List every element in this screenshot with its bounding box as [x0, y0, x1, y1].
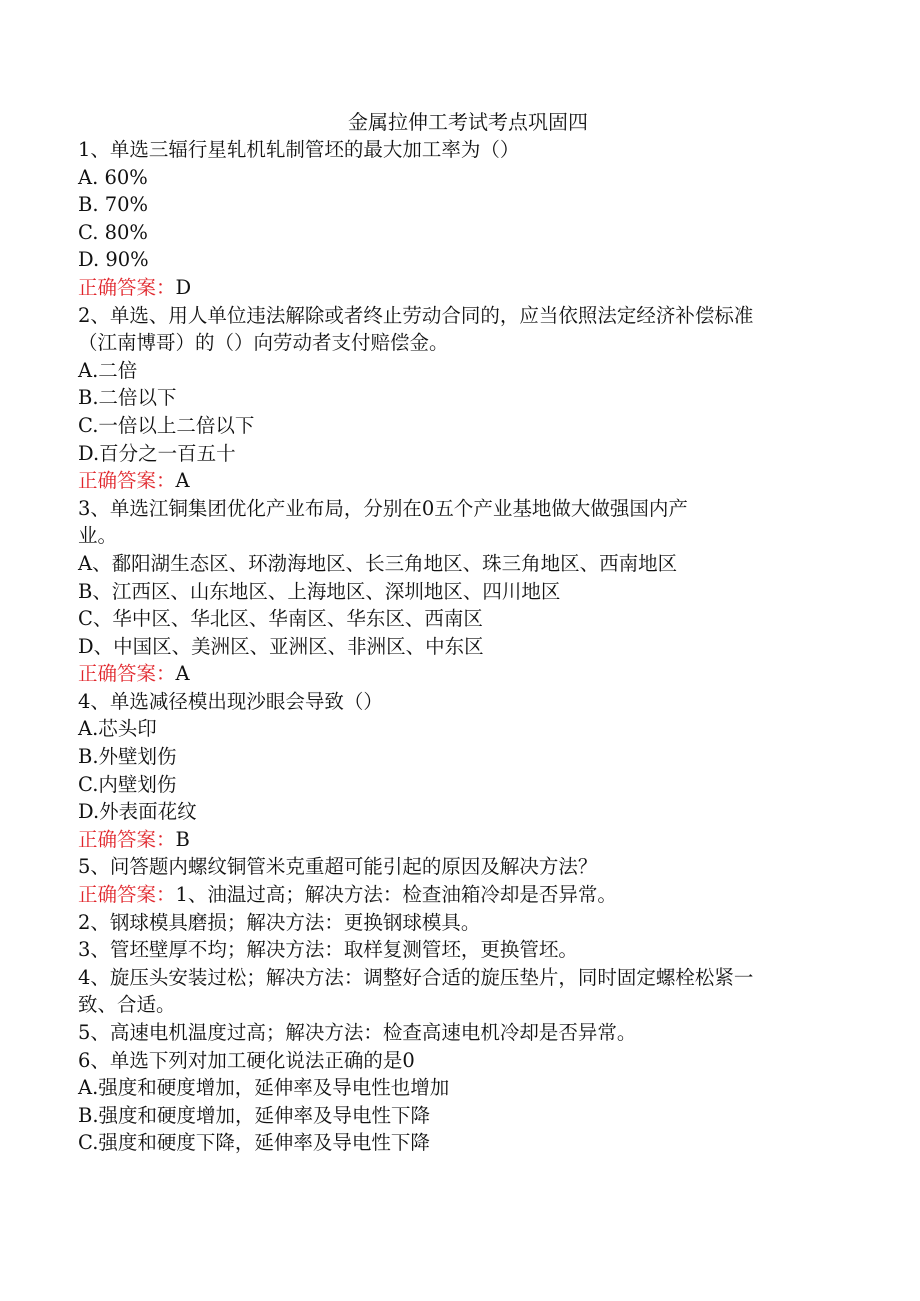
answer-value: D: [175, 275, 192, 299]
question-5-answer-line: 4、旋压头安装过松；解决方法：调整好合适的旋压垫片，同时固定螺栓松紧一: [78, 965, 754, 989]
question-4-answer: [78, 826, 838, 854]
question-2-option-c: C.一倍以上二倍以下: [78, 413, 255, 437]
question-6-option-a: A.强度和硬度增加，延伸率及导电性也增加: [78, 1076, 450, 1100]
question-5-stem: 5、问答题内螺纹铜管米克重超可能引起的原因及解决方法？: [78, 855, 598, 879]
document-title: 金属拉伸工考试考点巩固四: [348, 110, 588, 134]
question-1-answer: [78, 274, 838, 302]
question-3-answer: [78, 660, 838, 688]
question-3-stem-line-1: 3、单选江铜集团优化产业布局，分别在0五个产业基地做大做强国内产: [78, 496, 688, 520]
question-4-stem: 4、单选减径模出现沙眼会导致（）: [78, 689, 383, 713]
question-6-option-b: B.强度和硬度增加，延伸率及导电性下降: [78, 1103, 431, 1127]
question-5-answer-line: 5、高速电机温度过高；解决方法：检查高速电机冷却是否异常。: [78, 1021, 637, 1044]
question-5-answer-line: 2、钢球模具磨损；解决方法：更换钢球模具。: [78, 910, 481, 934]
question-2-answer: [78, 467, 838, 495]
question-4-option-a: A.芯头印: [78, 717, 157, 741]
question-2-option-d: D.百分之一百五十: [78, 441, 236, 465]
question-3-option-c: C、华中区、华北区、华南区、华东区、西南区: [78, 607, 483, 631]
question-5-answer: [78, 881, 838, 909]
answer-label: 正确答案：: [78, 275, 176, 299]
answer-text: 1、油温过高；解决方法：检查油箱冷却是否异常。: [175, 883, 617, 907]
question-6-stem: 6、单选下列对加工硬化说法正确的是0: [78, 1048, 415, 1072]
answer-value: A: [175, 662, 190, 686]
question-2-option-a: A.二倍: [78, 358, 138, 382]
question-3-option-d: D、中国区、美洲区、亚洲区、非洲区、中东区: [78, 634, 484, 658]
question-1-option-d: D. 90%: [78, 248, 149, 272]
question-5-answer-line: 3、管坯壁厚不均；解决方法：取样复测管坯，更换管坯。: [78, 938, 578, 962]
answer-value: B: [175, 827, 190, 851]
answer-value: A: [175, 469, 190, 493]
question-5-answer-line: 致、合适。: [78, 993, 176, 1017]
question-1-option-a: A. 60%: [78, 165, 148, 189]
question-1-stem: 1、单选三辐行星轧机轧制管坯的最大加工率为（）: [78, 138, 520, 161]
question-3-stem-line-2: 业。: [78, 524, 118, 548]
document-page: [78, 108, 838, 1157]
question-2-stem-line-1: 2、单选、用人单位违法解除或者终止劳动合同的，应当依照法定经济补偿标准: [78, 303, 754, 327]
question-4-option-d: D.外表面花纹: [78, 800, 197, 824]
answer-label: 正确答案：: [78, 827, 176, 851]
question-6-option-c: C.强度和硬度下降，延伸率及导电性下降: [78, 1131, 430, 1155]
question-2-stem-line-2: （江南博哥）的（）向劳动者支付赔偿金。: [78, 331, 449, 355]
question-1-option-b: B. 70%: [78, 193, 149, 217]
question-3-option-b: B、江西区、山东地区、上海地区、深圳地区、四川地区: [78, 579, 561, 603]
answer-label: 正确答案：: [78, 662, 176, 686]
question-2-option-b: B.二倍以下: [78, 386, 177, 410]
question-4-option-c: C.内壁划伤: [78, 772, 177, 796]
answer-label: 正确答案：: [78, 883, 176, 907]
question-4-option-b: B.外壁划伤: [78, 745, 177, 769]
answer-label: 正确答案：: [78, 469, 176, 493]
question-1-option-c: C. 80%: [78, 220, 148, 244]
question-3-option-a: A、鄱阳湖生态区、环渤海地区、长三角地区、珠三角地区、西南地区: [78, 551, 678, 575]
